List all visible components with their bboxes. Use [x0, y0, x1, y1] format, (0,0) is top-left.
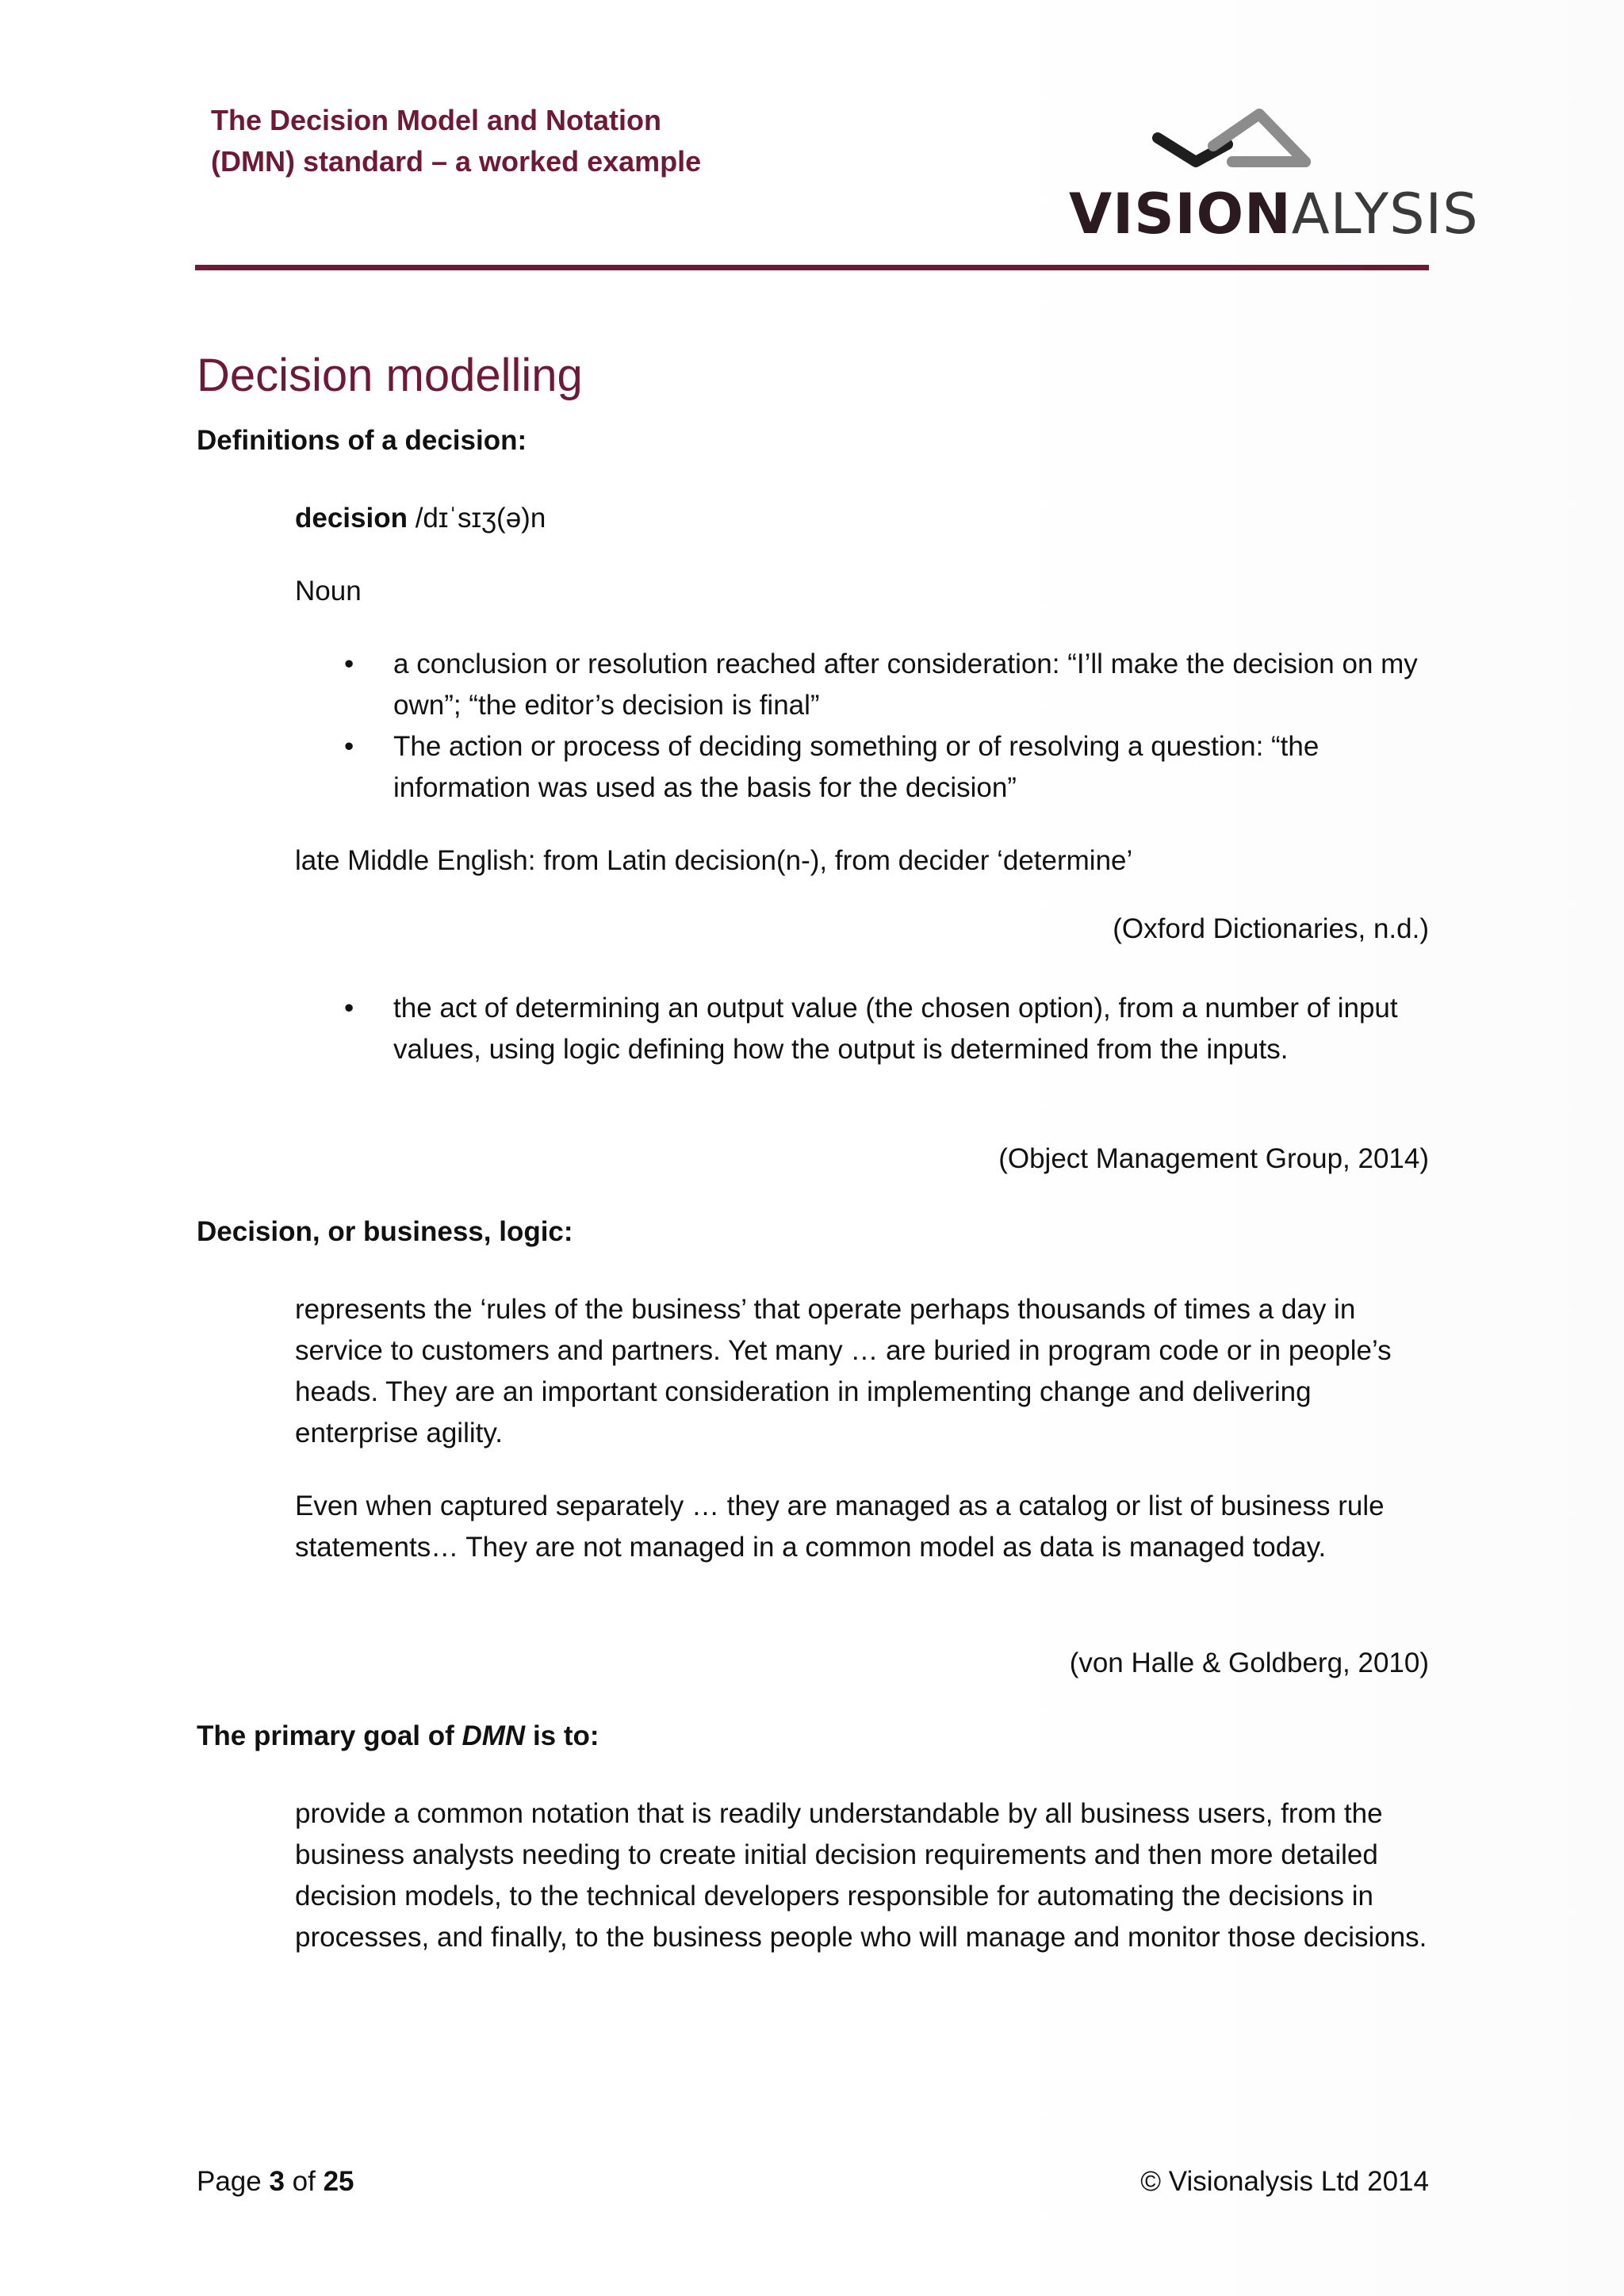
visionalysis-chevron-logo-icon	[1150, 98, 1340, 186]
document-header-title	[211, 100, 925, 182]
bullet-icon: •	[344, 649, 354, 679]
section-title: Decision modelling	[197, 350, 583, 401]
page-number	[197, 2166, 354, 2198]
goal-heading-acronym: DMN	[462, 1720, 526, 1751]
etymology: late Middle English: from Latin decision(n-), from decider ‘determine’	[295, 845, 1133, 876]
citation-oxford: (Oxford Dictionaries, n.d.)	[1113, 913, 1429, 944]
of-word: of	[284, 2166, 324, 2197]
citation-omg: (Object Management Group, 2014)	[998, 1143, 1429, 1174]
header-title-line2: (DMN) standard – a worked example	[211, 145, 702, 178]
definition-list	[295, 644, 1429, 809]
goal-heading	[197, 1720, 599, 1752]
page-word: Page	[197, 2166, 270, 2197]
definition-text: a conclusion or resolution reached after consideration: “I’ll make the decision on my own”; “the editor’s decision is final”	[393, 649, 1418, 721]
headword: decision	[295, 503, 408, 534]
omg-definition-list	[295, 988, 1429, 1070]
quote-paragraph: Even when captured separately … they are managed as a catalog or list of business rule statements… They are not managed in a common model as data is managed today.	[295, 1490, 1385, 1563]
citation-von-halle: (von Halle & Goldberg, 2010)	[1069, 1647, 1429, 1678]
part-of-speech: Noun	[295, 576, 362, 607]
quote-paragraph: represents the ‘rules of the business’ that operate perhaps thousands of times a day in service to customers and partners. Yet many … are buried in program code or in people’s heads. They are an important consideration in implementing change and delivering enterprise agility.	[295, 1294, 1392, 1448]
list-item	[295, 644, 1429, 726]
logo-text-light: ALYSIS	[1291, 182, 1479, 247]
definition-text: the act of determining an output value (the chosen option), from a number of input values, using logic defining how the output is determined from the inputs.	[393, 993, 1398, 1065]
definition-text: The action or process of deciding something or of resolving a question: “the information was used as the basis for the decision”	[393, 731, 1320, 803]
copyright: © Visionalysis Ltd 2014	[1140, 2166, 1429, 2197]
header-divider	[195, 265, 1429, 270]
list-item	[295, 726, 1429, 809]
definitions-heading: Definitions of a decision:	[197, 425, 527, 456]
list-item	[295, 988, 1429, 1070]
goal-heading-suffix: is to:	[525, 1720, 599, 1751]
visionalysis-logo	[1063, 94, 1479, 252]
goal-quote: provide a common notation that is readily understandable by all business users, from the business analysts needing to create initial decision requirements and then more detailed decision models, to the technical developers responsible for automating the decisions in processes, and finally, to the business people who will manage and monitor those decisions.	[295, 1798, 1427, 1953]
dictionary-headword	[295, 498, 1429, 539]
logo-text-bold: VISION	[1069, 182, 1292, 247]
bullet-icon: •	[344, 993, 354, 1024]
current-page: 3	[269, 2166, 285, 2197]
business-logic-quote	[295, 1289, 1429, 1568]
goal-heading-prefix: The primary goal of	[197, 1720, 462, 1751]
bullet-icon: •	[344, 731, 354, 762]
header-title-line1: The Decision Model and Notation	[211, 104, 662, 136]
pronunciation: /dɪˈsɪʒ(ə)n	[407, 503, 546, 534]
logo-wordmark	[1069, 182, 1479, 246]
total-pages: 25	[323, 2166, 354, 2197]
business-logic-heading: Decision, or business, logic:	[197, 1216, 573, 1247]
